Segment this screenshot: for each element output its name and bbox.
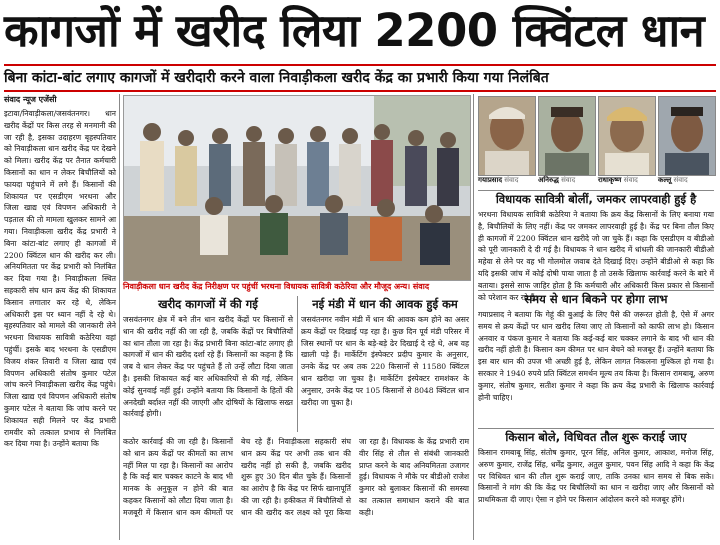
portrait-2 bbox=[538, 96, 596, 176]
column-divider bbox=[473, 94, 474, 540]
timely-sale-heading: समय से धान बिकने पर होगा लाभ bbox=[524, 292, 668, 306]
headline: कागजों में खरीद लिया 2200 क्विंटल धान bbox=[4, 4, 705, 57]
lead-column bbox=[4, 94, 116, 540]
section-1 bbox=[123, 296, 293, 432]
portrait-name: कल्लू bbox=[658, 176, 672, 184]
portrait-3 bbox=[598, 96, 656, 176]
farmer-portrait-image bbox=[599, 97, 655, 175]
section-2-heading: नई मंडी में धान की आवक हुई कम bbox=[312, 297, 458, 311]
portrait-caption-4 bbox=[658, 176, 714, 185]
section-2 bbox=[301, 296, 469, 432]
timely-sale-text: गयाप्रसाद ने बताया कि गेहूं की बुआई के लिए पैसे की जरूरत होती है, ऐसे में अगर समय से क्रय केंद्रों पर धान खरीद लिया जाए तो किसानों को काफी लाभ हो। किसान अनवार व पंकज कुमार ने बताया कि कई-कई बार चक्कर लगाने के बाद भी धान की खरीद नहीं होती है। किसान कम कीमत पर धान बेचने को मजबूर हैं। उन्होंने बताया कि इस बार धान की उपज भी अच्छी हुई है, लेकिन लागत निकलना मुश्किल हो गया है। सरकार ने 1940 रुपये प्रति क्विंटल समर्थन मूल्य तय किया है। किसान रामबाबू, अरुण कुमार, संतोष कुमार, सतीश कुमार ने कहा कि क्रय केंद्र प्रभारी के खिलाफ कार्रवाई होनी चाहिए। bbox=[478, 310, 714, 402]
portrait-tag: संवाद bbox=[673, 176, 688, 184]
mla-text: भरथना विधायक सावित्री कठेरिया ने बताया कि क्रय केंद्र किसानों के लिए बनाया गया है, बिचौलियों के लिए नहीं। केंद्र पर जमकर लापरवाही हुई है। केंद्र पर बिना तौल किए ही कागजों में 2200 क्विंटल धान खरीदे जो जा चुके हैं। कहा कि एसडीएम व बीडीओ को पूरी जानकारी दे दी गई है। विधायक ने धान खरीद में धांधली की जानकारी बीडीओ महेवा से लेने पर वह भी गोलमोल जवाब देते दिखाई दिए। उन्होंने बीडीओ से कहा कि यदि इसकी जांच में कोई दोषी पाया जाता है तो उसके खिलाफ कार्रवाई करने के बारे में बताया। इससे साफ जाहिर होता है कि कर्मचारी और अधिकारी किस प्रकार से किसानों को परेशान कर रहे हैं। bbox=[478, 210, 714, 302]
section-1-text: जसवंतनगर क्षेत्र में बने तीन धान खरीद केंद्रों पर किसानों से धान की खरीद नहीं की जा रही है, जबकि केंद्रों पर बिचौलियों का धान तौला जा रहा है। केंद्र प्रभारी बिना कांटा-बांट लगाए ही कागजों में धान की खरीद दर्शा रहे हैं। किसानों का कहना है कि जब वे धान लेकर केंद्र पर पहुंचते हैं तो उन्हें लौटा दिया जाता है। इसकी शिकायत कई बार अधिकारियों से की गई, लेकिन कोई सुनवाई नहीं हुई। उन्होंने बताया कि किसानों के हितों की अनदेखी बर्दाश्त नहीं की जाएगी और दोषियों के खिलाफ सख्त कार्रवाई होगी। bbox=[123, 315, 293, 419]
section-2-text: जसवंतनगर नवीन मंडी में धान की आवक कम होने का असर क्रय केंद्रों पर दिखाई पड़ रहा है। कुछ दिन पूर्व मंडी परिसर में जिस स्थानों पर धान के बड़े-बड़े ढेर दिखाई दे रहे थे, अब वह खाली पड़े हैं। मार्केटिंग इंस्पेक्टर प्रदीप कुमार के अनुसार, उनके केंद्र पर अब तक 220 किसानों से 11580 क्विंटल धान खरीदा जा चुका है। मार्केटिंग इंस्पेक्टर रामशंकर के अनुसार, उनके केंद्र पर 105 किसानों से 8048 क्विंटल धान खरीदा जा चुका है। bbox=[301, 315, 469, 407]
farmers-demand-box bbox=[478, 428, 714, 541]
section-1-heading: खरीद कागजों में की गई bbox=[158, 297, 258, 311]
column-divider bbox=[297, 296, 298, 432]
portrait-name: गयाप्रसाद bbox=[478, 176, 503, 184]
byline: संवाद न्यूज एजेंसी bbox=[4, 95, 57, 104]
farmer-portrait-image bbox=[479, 97, 535, 175]
farmer-portrait-image bbox=[539, 97, 595, 175]
farmer-portrait-image bbox=[659, 97, 715, 175]
portrait-caption-3 bbox=[598, 176, 654, 185]
mla-heading: विधायक सावित्री बोलीं, जमकर लापरवाही हुई है bbox=[495, 192, 697, 206]
bottom-continuation bbox=[123, 436, 469, 540]
main-photo bbox=[123, 95, 471, 281]
timely-sale-box bbox=[478, 290, 714, 421]
column-divider bbox=[119, 94, 120, 540]
group-photo-illustration bbox=[124, 96, 470, 280]
bottom-text: कठोर कार्रवाई की जा रही है। किसानों को धान क्रय केंद्रों पर कीमतों का लाभ नहीं मिल पा रहा है। किसानों का आरोप है कि कई बार चक्कर काटने के बाद भी मानक के अनुकूल न होने की बात कहकर किसानों को लौटा दिया जाता है। मजबूरी में किसान धान कम कीमतों पर बेच रहे हैं। निवाड़ीकला सहकारी संघ धान क्रय केंद्र पर अभी तक धान की खरीद नहीं हो सकी है, जबकि खरीद शुरू हुए 30 दिन बीत चुके हैं। किसानों का आरोप है कि केंद्र पर सिर्फ खानापूर्ति की जा रही है। हकीकत में बिचौलियों से धान की खरीद कर लक्ष्य को पूरा किया जा रहा है। विधायक के केंद्र प्रभारी राम वीर सिंह से तौल से संबंधी जानकारी प्राप्त करने के बाद अनियमितता उजागर हुई। विधायक ने मौके पर बीडीओ राजेश कुमार को बुलाकर किसानों की समस्या का तत्काल समाधान कराने की बात कही। bbox=[123, 437, 469, 517]
portrait-tag: संवाद bbox=[561, 176, 576, 184]
photo-caption: निवाड़ीकला धान खरीद केंद्र निरीक्षण पर पहुंचीं भरथना विधायक सावित्री कठेरिया और मौजूद अन्य। संवाद bbox=[123, 282, 430, 291]
subheadline: बिना कांटा-बांट लगाए कागजों में खरीदारी करने वाला निवाड़ीकला खरीद केंद्र का प्रभारी किया गया निलंबित bbox=[4, 70, 549, 86]
farmers-demand-text: किसान रामबाबू सिंह, संतोष कुमार, पूरन सिंह, अनिल कुमार, आकाश, मनोज सिंह, अरुण कुमार, राजेंद्र सिंह, धर्मेंद्र कुमार, अतुल कुमार, पवन सिंह आदि ने कहा कि केंद्र पर विधिवत धान की तौल शुरू कराई जाए, ताकि उनका धान समय से बिक सके। किसानों ने मांग की कि केंद्र पर बिचौलियों का धान न खरीदा जाए और किसानों को प्राथमिकता दी जाए। ऐसा न होने पर किसान आंदोलन करने को मजबूर होंगे। bbox=[478, 448, 714, 505]
portrait-tag: संवाद bbox=[623, 176, 638, 184]
portrait-caption-1 bbox=[478, 176, 534, 185]
portrait-tag: संवाद bbox=[504, 176, 519, 184]
farmers-demand-heading: किसान बोले, विधिवत तौल शुरू कराई जाए bbox=[505, 430, 687, 444]
portrait-1 bbox=[478, 96, 536, 176]
subheadline-bar bbox=[4, 64, 716, 92]
portrait-caption-2 bbox=[538, 176, 594, 185]
portrait-4 bbox=[658, 96, 716, 176]
portrait-name: अनिरुद्ध bbox=[538, 176, 559, 184]
portrait-name: राधाकृष्ण bbox=[598, 176, 622, 184]
lead-text: इटावा/निवाड़ीकला/जसवंतनगर। धान खरीद केंद्रों पर किस तरह से मनमानी की जा रही है, इसका उदाहरण बृहस्पतिवार को निवाड़ीकला धान खरीद केंद्र पर देखने को मिला। खरीद केंद्र पर तैनात कर्मचारी किसानों का धान न लेकर बिचौलियों को फायदा पहुंचाने में लगे हैं। किसानों की शिकायत पर एसडीएम भरथना और जिला खाद्य एवं विपणन अधिकारी ने पड़ताल की तो मामला खुलकर सामने आ गया। निवाड़ीकला खरीद केंद्र प्रभारी ने बिना कांटा-बांट लगाए ही कागजों में 2200 क्विंटल धान की खरीद कर ली। अनियमितता पर केंद्र प्रभारी को निलंबित कर दिया गया है। निवाड़ीकला स्थित सहकारी संघ धान क्रय केंद्र की शिकायत किसान लगातार कर रहे थे, लेकिन अधिकारी इस पर ध्यान नहीं दे रहे थे। बृहस्पतिवार को मामले की जानकारी लेने भरथना विधायक सावित्री कठेरिया वहां पहुंचीं। इसके बाद भरथना के एसडीएम विजय शंकर तिवारी व जिला खाद्य एवं विपणन अधिकारी संतोष कुमार पटेल जांच करने निवाड़ीकला खरीद केंद्र पहुंचे। जिला खाद्य एवं विपणन अधिकारी संतोष कुमार पटेल ने बताया कि जांच करने पर शिकायत सही मिलने पर केंद्र प्रभारी रामवीर को तत्काल प्रभाव से निलंबित कर दिया गया है। उन्होंने बताया कि bbox=[4, 109, 116, 449]
